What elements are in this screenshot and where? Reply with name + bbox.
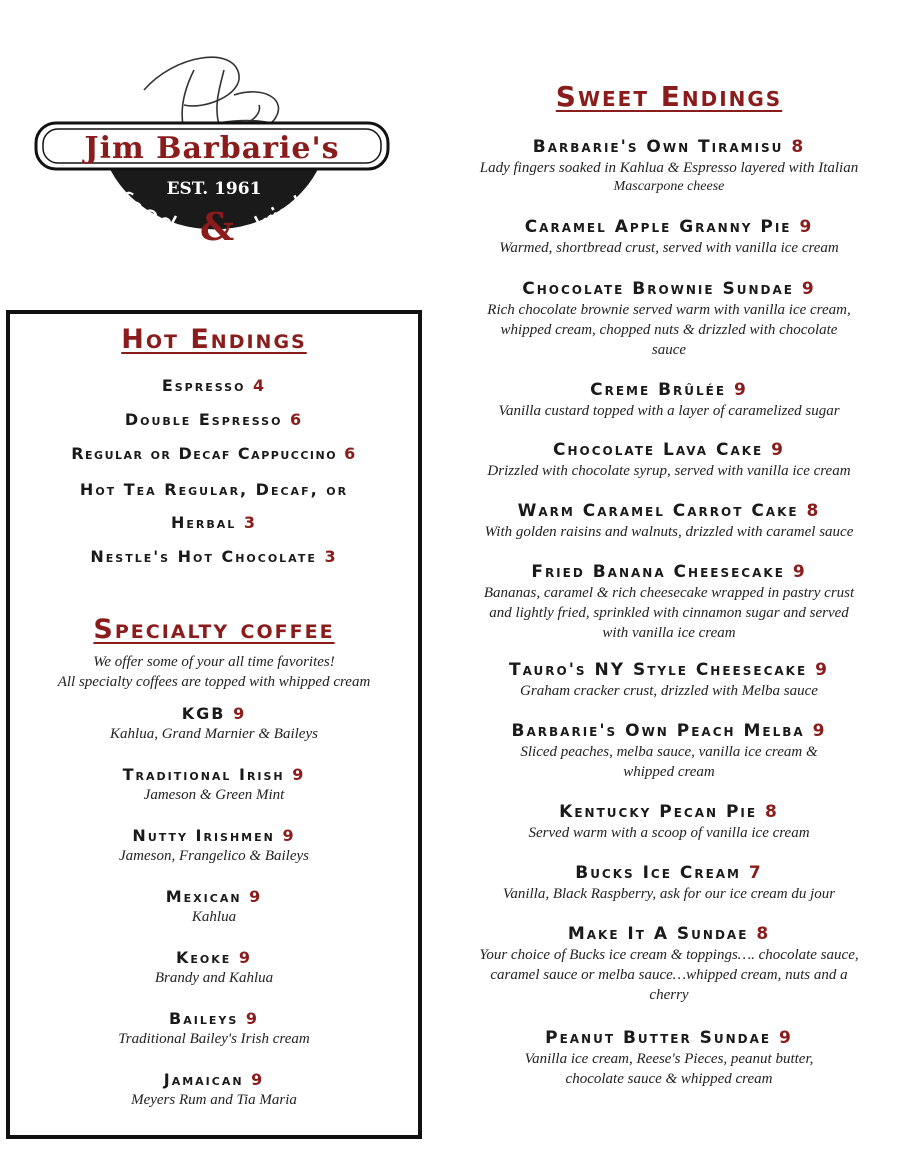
item-name: Espresso [161,376,246,395]
item-price: 9 [734,380,748,400]
specialty-item [10,1070,418,1110]
dessert-item [430,720,908,782]
item-name: Keoke [175,948,232,967]
item-name: Double Espresso [124,410,283,429]
item-price: 9 [233,704,247,723]
item-name: Barbarie's Own Tiramisu [532,137,784,157]
dessert-item [430,500,908,542]
item-description: Warmed, shortbread crust, served with vanilla ice cream [499,240,839,256]
item-price: 9 [238,948,253,967]
item-description: Rich chocolate brownie served warm with vanilla ice cream, [487,302,851,318]
specialty-coffee-intro [10,652,418,692]
item-price: 9 [801,279,816,299]
item-description: Your choice of Bucks ice cream & toppings…. chocolate sauce, [479,947,859,963]
item-description: Lady fingers soaked in Kahlua & Espresso layered with Italian [479,160,859,176]
item-description: Graham cracker crust, drizzled with Melba sauce [520,683,818,699]
item-description-line2: chocolate sauce & whipped cream [565,1071,773,1087]
dessert-item [430,862,908,904]
hot-and-specialty-panel [6,310,422,1139]
item-name: Warm Caramel Carrot Cake [517,501,799,521]
logo-graphic [34,50,394,265]
sweet-endings-title: Sweet Endings [555,80,783,113]
item-name: Traditional Irish [122,765,285,784]
hot-item [10,410,418,429]
item-name: Herbal [170,513,237,532]
intro-line: We offer some of your all time favorites! [93,654,335,670]
dessert-item [430,216,908,258]
item-price: 7 [748,863,763,883]
item-price: 9 [249,887,263,906]
hot-item [10,444,418,463]
item-description: Vanilla, Black Raspberry, ask for our ice cream du jour [502,886,836,902]
item-price: 8 [756,924,771,944]
item-description-line2: Mascarpone cheese [613,179,725,194]
item-price: 9 [245,1009,259,1028]
item-name: Peanut Butter Sundae [545,1028,772,1048]
dessert-item [430,561,908,643]
item-description: With golden raisins and walnuts, drizzled with caramel sauce [484,524,854,540]
item-description: Meyers Rum and Tia Maria [131,1092,297,1108]
item-description: Drizzled with chocolate syrup, served with vanilla ice cream [487,463,851,479]
specialty-item [10,826,418,866]
specialty-item [10,704,418,744]
dessert-item [430,1027,908,1089]
hot-item [10,547,418,566]
item-price: 3 [324,547,338,566]
item-price: 3 [243,513,257,532]
item-price: 6 [290,410,304,429]
logo-tagline-food: food [111,184,182,243]
dessert-item [430,379,908,421]
item-description: Bananas, caramel & rich cheesecake wrapped in pastry crust [483,585,855,601]
hot-endings-title: Hot Endings [121,324,307,355]
item-name: Tauro's NY Style Cheesecake [509,660,808,680]
item-description-line3: with vanilla ice cream [602,625,736,641]
item-description: Jameson & Green Mint [143,787,285,803]
item-price: 9 [251,1070,265,1089]
specialty-item [10,1009,418,1049]
item-price: 9 [282,826,296,845]
item-name: Regular or Decaf Cappuccino [71,444,338,463]
dessert-item [430,439,908,481]
specialty-item [10,887,418,927]
item-name: Kentucky Pecan Pie [559,802,758,822]
item-description: Served warm with a scoop of vanilla ice cream [528,825,810,841]
item-name: Baileys [169,1009,239,1028]
item-description: Sliced peaches, melba sauce, vanilla ice cream & [520,744,818,760]
item-description: Traditional Bailey's Irish cream [118,1031,310,1047]
item-name: Jamaican [163,1070,244,1089]
item-name: Nestle's Hot Chocolate [90,547,317,566]
item-description: Vanilla custard topped with a layer of caramelized sugar [498,403,840,419]
item-name: Chocolate Lava Cake [552,440,764,460]
item-name: Barbarie's Own Peach Melba [511,721,805,741]
item-price: 9 [771,440,786,460]
restaurant-logo [34,50,394,265]
item-price: 9 [792,562,807,582]
item-price: 9 [812,721,827,741]
dessert-item [422,923,914,1005]
item-price: 8 [791,137,806,157]
item-price: 4 [253,376,267,395]
item-price: 9 [799,217,814,237]
item-price: 9 [292,765,306,784]
logo-name: Jim Barbarie's [84,131,340,166]
dessert-item [430,136,908,196]
hot-item [10,376,418,395]
item-name: Make It A Sundae [567,924,749,944]
dessert-item [430,801,908,843]
item-description: Jameson, Frangelico & Baileys [119,848,309,864]
item-name: Fried Banana Cheesecake [531,562,785,582]
specialty-item [10,765,418,805]
item-name: KGB [181,704,226,723]
hot-item [10,513,418,532]
logo-tagline-drink: drink [240,185,319,248]
item-name: Creme Brûlée [590,380,727,400]
item-price: 6 [344,444,357,463]
item-price: 9 [779,1028,793,1048]
item-name: Nutty Irishmen [132,826,275,845]
item-name: Caramel Apple Granny Pie [524,217,792,237]
item-name: Bucks Ice Cream [575,863,741,883]
specialty-coffee-title: Specialty coffee [93,614,335,645]
item-name: Hot Tea Regular, Decaf, or [79,480,349,499]
specialty-item [10,948,418,988]
logo-tagline-amp: & [199,204,235,249]
item-description: Kahlua, Grand Marnier & Baileys [110,726,318,742]
item-price: 8 [806,501,821,521]
intro-line: All specialty coffees are topped with whipped cream [57,674,371,690]
logo-established: EST. 1961 [166,179,262,199]
item-description-line3: sauce [651,342,687,358]
item-name: Mexican [165,887,242,906]
item-price: 9 [815,660,829,680]
item-description: Vanilla ice cream, Reese's Pieces, peanut butter, [524,1051,814,1067]
item-description-line2: and lightly fried, sprinkled with cinnamon sugar and served [489,605,849,621]
item-description-line2: whipped cream, chopped nuts & drizzled with chocolate [500,322,838,338]
dessert-item [430,659,908,701]
dessert-item [430,278,908,360]
hot-item [10,480,418,499]
item-description: Brandy and Kahlua [154,970,274,986]
item-name: Chocolate Brownie Sundae [522,279,794,299]
item-price: 8 [764,802,779,822]
item-description-line2: caramel sauce or melba sauce…whipped cream, nuts and a [490,967,848,983]
item-description-line3: cherry [649,987,689,1003]
item-description: Kahlua [191,909,237,925]
item-description-line2: whipped cream [623,764,715,780]
